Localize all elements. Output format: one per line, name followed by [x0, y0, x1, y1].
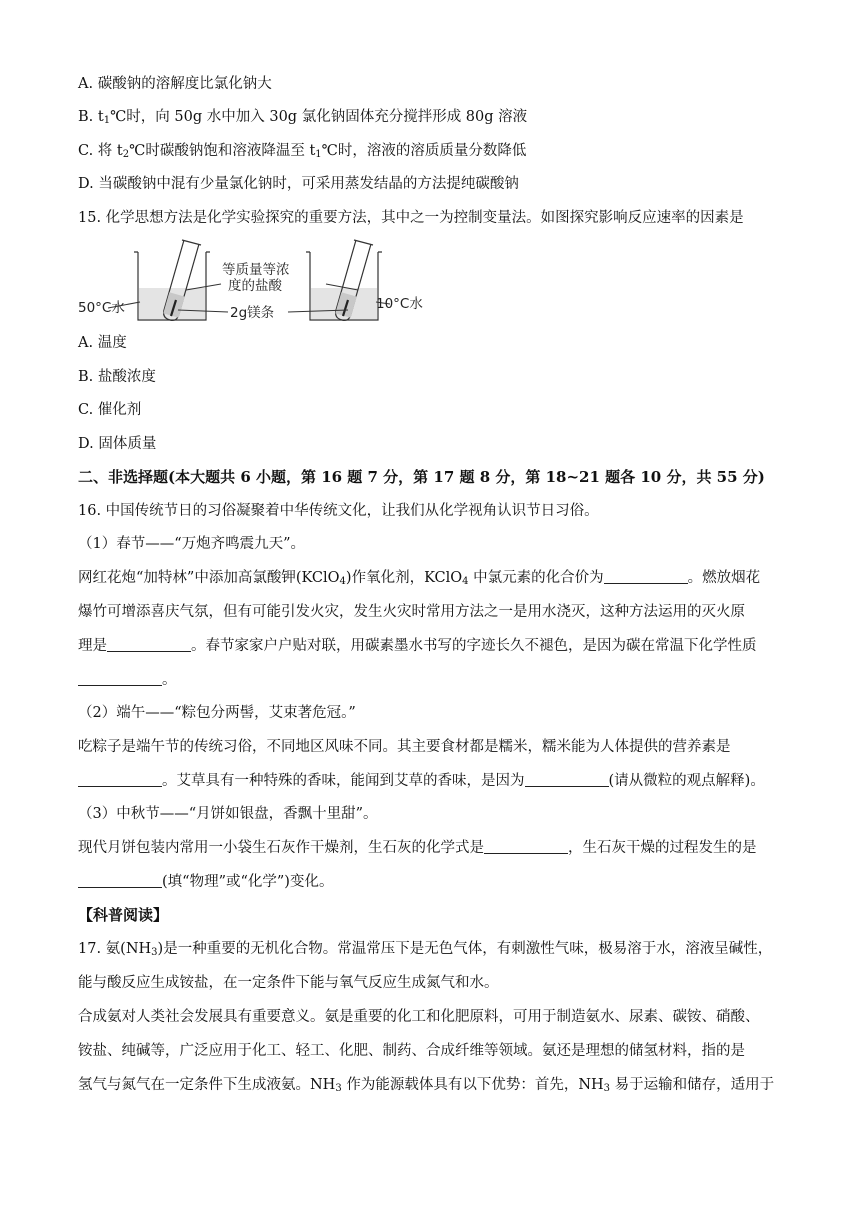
figure-label-acid-line2: 度的盐酸 [228, 278, 282, 294]
q15-option-d: D. 固体质量 [78, 436, 157, 452]
answer-blank[interactable] [484, 838, 568, 854]
q16-part1-line3: 理是 。春节家家户户贴对联，用碳素墨水书写的字迹长久不褪色，是因为碳在常温下化学性质 [78, 638, 757, 654]
q15-experiment-figure [78, 232, 428, 328]
answer-blank[interactable] [604, 568, 688, 584]
q16-part1-title: （1）春节——“万炮齐鸣震九天”。 [78, 536, 306, 552]
answer-blank[interactable] [78, 670, 162, 686]
q16-part1-line2: 爆竹可增添喜庆气氛，但有可能引发火灾，发生火灾时常用方法之一是用水浇灭，这种方法运用的灭火原 [78, 604, 745, 620]
q15-stem: 15. 化学思想方法是化学实验探究的重要方法，其中之一为控制变量法。如图探究影响反应速率的因素是 [78, 210, 744, 226]
q14-option-d: D. 当碳酸钠中混有少量氯化钠时，可采用蒸发结晶的方法提纯碳酸钠 [78, 176, 519, 192]
q14-option-b: B. $t_1℃$时，向 50g 水中加入 30g 氯化钠固体充分搅拌形成 80g 溶液 [78, 109, 528, 126]
q14-option-a: A. 碳酸钠的溶解度比氯化钠大 [78, 76, 272, 92]
q17-line4: 铵盐、纯碱等，广泛应用于化工、轻工、化肥、制药、合成纤维等领域。氨还是理想的储氢材料，指的是 [78, 1043, 745, 1059]
q16-part2-line2: 。艾草具有一种特殊的香味，能闻到艾草的香味，是因为 (请从微粒的观点解释)。 [78, 771, 765, 791]
q14-option-c: C. 将 $t_2℃$时碳酸钠饱和溶液降温至 $t_1℃$时，溶液的溶质质量分数降低 [78, 143, 527, 160]
q17-line1: 17. 氨$(NH_3)$是一种重要的无机化合物。常温常压下是无色气体，有刺激性气味，极易溶于水，溶液呈碱性， [78, 941, 773, 958]
q15-option-a: A. 温度 [78, 335, 127, 351]
q17-line2: 能与酸反应生成铵盐，在一定条件下能与氧气反应生成氮气和水。 [78, 975, 499, 991]
figure-label-acid-line1: 等质量等浓 [222, 262, 290, 278]
answer-blank[interactable] [107, 636, 191, 652]
q16-part1-line4: 。 [78, 670, 177, 690]
q16-part3-title: （3）中秋节——“月饼如银盘，香飘十里甜”。 [78, 806, 378, 822]
figure-label-10c-water: 10°C水 [376, 296, 423, 312]
q16-part2-title: （2）端午——“粽包分两髻，艾束著危冠。” [78, 705, 356, 721]
q17-line3: 合成氨对人类社会发展具有重要意义。氨是重要的化工和化肥原料，可用于制造氨水、尿素、碳铵、硝酸、 [78, 1009, 760, 1025]
section-heading: 二、非选择题(本大题共 6 小题，第 16 题 7 分，第 17 题 8 分，第 18~21 题各 10 分，共 55 分) [78, 468, 765, 486]
answer-blank[interactable] [78, 771, 162, 787]
q16-stem: 16. 中国传统节日的习俗凝聚着中华传统文化，让我们从化学视角认识节日习俗。 [78, 503, 599, 519]
answer-blank[interactable] [78, 872, 162, 888]
figure-label-magnesium: 2g镁条 [230, 305, 275, 321]
q17-line5: 氢气与氮气在一定条件下生成液氨。$NH_3$ 作为能源载体具有以下优势：首先，$NH_3$ 易于运输和储存，适用于 [78, 1077, 775, 1094]
q16-part1-line1: 网红花炮“加特林”中添加高氯酸钾(KClO$_4$)作氧化剂，KClO$_4$ 中氯元素的化合价为 。燃放烟花 [78, 570, 761, 587]
q15-option-b: B. 盐酸浓度 [78, 369, 156, 385]
reading-heading: 【科普阅读】 [78, 906, 169, 924]
q16-part3-line1: 现代月饼包装内常用一小袋生石灰作干燥剂，生石灰的化学式是 ，生石灰干燥的过程发生的是 [78, 840, 757, 856]
q16-part3-line2: (填“物理”或“化学”)变化。 [78, 872, 333, 892]
q15-option-c: C. 催化剂 [78, 402, 142, 418]
answer-blank[interactable] [525, 771, 609, 787]
figure-label-50c-water: 50°C水 [78, 300, 125, 316]
q16-part2-line1: 吃粽子是端午节的传统习俗，不同地区风味不同。其主要食材都是糯米，糯米能为人体提供的营养素是 [78, 739, 731, 755]
